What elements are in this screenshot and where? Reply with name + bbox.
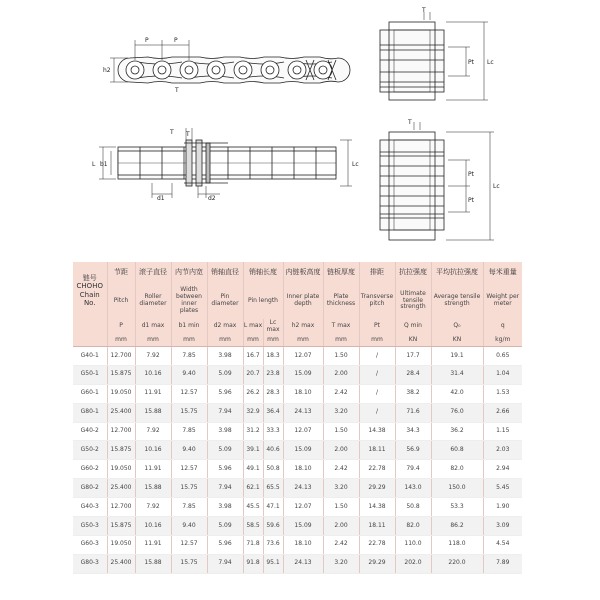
col-symbol: d1 max: [135, 319, 171, 334]
table-cell: 3.98: [207, 422, 243, 441]
t-label-top: T: [186, 131, 190, 138]
chain-no-header-line: CHOHO: [76, 282, 103, 291]
table-cell: 12.700: [107, 347, 135, 366]
col-header-cn: 内节内宽: [171, 262, 207, 283]
table-cell: 18.10: [283, 384, 323, 403]
col-unit: KN: [395, 334, 431, 347]
table-cell: 7.85: [171, 498, 207, 517]
table-cell: 45.5: [243, 498, 263, 517]
table-cell: 18.11: [359, 517, 395, 536]
table-row: [73, 498, 522, 517]
table-cell: 7.92: [135, 347, 171, 366]
table-cell: 10.16: [135, 365, 171, 384]
table-cell: 15.09: [283, 517, 323, 536]
col-header-en: Pin length: [243, 283, 283, 319]
table-cell: 26.2: [243, 384, 263, 403]
table-cell: 22.78: [359, 535, 395, 554]
table-cell: 24.13: [283, 554, 323, 573]
chain-no-cell: G60-2: [73, 460, 107, 479]
table-cell: 1.04: [483, 365, 522, 384]
table-cell: 39.1: [243, 441, 263, 460]
table-cell: 2.42: [323, 384, 359, 403]
header-row-symbol: [73, 319, 522, 334]
table-cell: 1.53: [483, 384, 522, 403]
table-cell: 7.85: [171, 422, 207, 441]
col-unit: kg/m: [483, 334, 522, 347]
col-header-en: Weight per meter: [483, 283, 522, 319]
chain-no-cell: G80-1: [73, 403, 107, 422]
table-cell: 47.1: [263, 498, 283, 517]
table-cell: 15.88: [135, 403, 171, 422]
table-cell: 7.85: [171, 347, 207, 366]
header-row-cn: [73, 262, 522, 283]
table-cell: 0.65: [483, 347, 522, 366]
table-cell: 3.20: [323, 479, 359, 498]
table-row: [73, 554, 522, 573]
table-cell: 91.8: [243, 554, 263, 573]
col-header-cn: 排距: [359, 262, 395, 283]
col-unit: mm: [283, 334, 323, 347]
table-cell: 62.1: [243, 479, 263, 498]
col-symbol: d2 max: [207, 319, 243, 334]
table-cell: 50.8: [395, 498, 431, 517]
col-header-cn: 内链板高度: [283, 262, 323, 283]
chain-spec-table: [73, 262, 522, 574]
table-cell: 65.5: [263, 479, 283, 498]
table-cell: 12.57: [171, 460, 207, 479]
col-unit: mm: [323, 334, 359, 347]
col-symbol: q: [483, 319, 522, 334]
side-view-chain: [110, 40, 350, 83]
col-header-en: Ultimate tensile strength: [395, 283, 431, 319]
table-cell: 82.0: [431, 460, 483, 479]
pitch-label-2: P: [174, 37, 178, 44]
table-cell: 60.8: [431, 441, 483, 460]
table-cell: 59.6: [263, 517, 283, 536]
table-cell: 28.4: [395, 365, 431, 384]
table-cell: 20.7: [243, 365, 263, 384]
table-cell: /: [359, 403, 395, 422]
table-cell: 31.4: [431, 365, 483, 384]
t-label-top2: T: [170, 129, 174, 136]
table-cell: 32.9: [243, 403, 263, 422]
table-cell: 12.07: [283, 347, 323, 366]
table-row: [73, 347, 522, 366]
table-row: [73, 517, 522, 536]
table-cell: 15.875: [107, 517, 135, 536]
table-cell: 29.29: [359, 554, 395, 573]
table-cell: 14.38: [359, 498, 395, 517]
table-cell: 15.75: [171, 403, 207, 422]
table-cell: 12.700: [107, 422, 135, 441]
header-row-en: [73, 283, 522, 319]
table-cell: 18.10: [283, 535, 323, 554]
d2-label: d2: [208, 195, 216, 202]
col-unit: mm: [207, 334, 243, 347]
col-header-cn: 抗拉强度: [395, 262, 431, 283]
table-cell: 202.0: [395, 554, 431, 573]
table-cell: 12.07: [283, 422, 323, 441]
table-cell: 3.98: [207, 347, 243, 366]
table-cell: 19.050: [107, 535, 135, 554]
col-header-cn: 滚子直径: [135, 262, 171, 283]
col-symbol: T max: [323, 319, 359, 334]
t-label-end1: T: [422, 7, 426, 14]
col-symbol: Pt: [359, 319, 395, 334]
col-unit: mm: [135, 334, 171, 347]
col-header-cn: 链板厚度: [323, 262, 359, 283]
table-cell: 5.09: [207, 441, 243, 460]
table-cell: 24.13: [283, 403, 323, 422]
col-unit: mm: [263, 334, 283, 347]
table-cell: 1.50: [323, 498, 359, 517]
table-cell: 22.78: [359, 460, 395, 479]
table-cell: 95.1: [263, 554, 283, 573]
chain-no-cell: G50-2: [73, 441, 107, 460]
col-unit: KN: [431, 334, 483, 347]
chain-no-header-line: Chain No.: [79, 290, 100, 307]
table-cell: 1.90: [483, 498, 522, 517]
col-header-cn: 节距: [107, 262, 135, 283]
col-symbol: Q min: [395, 319, 431, 334]
table-cell: 18.10: [283, 460, 323, 479]
table-cell: 143.0: [395, 479, 431, 498]
table-row: [73, 441, 522, 460]
col-unit: mm: [107, 334, 135, 347]
table-cell: 2.94: [483, 460, 522, 479]
table-row: [73, 384, 522, 403]
chain-no-cell: G40-3: [73, 498, 107, 517]
table-cell: 36.2: [431, 422, 483, 441]
chain-no-cell: G80-2: [73, 479, 107, 498]
col-symbol: b1 min: [171, 319, 207, 334]
table-cell: 86.2: [431, 517, 483, 536]
table-cell: 5.09: [207, 517, 243, 536]
table-cell: 4.54: [483, 535, 522, 554]
table-cell: 15.75: [171, 554, 207, 573]
col-symbol: Q₀: [431, 319, 483, 334]
pitch-label-1: P: [145, 37, 149, 44]
table-row: [73, 535, 522, 554]
table-cell: 25.400: [107, 403, 135, 422]
header-row-unit: [73, 334, 522, 347]
table-cell: 10.16: [135, 517, 171, 536]
table-cell: 56.9: [395, 441, 431, 460]
table-cell: 15.09: [283, 365, 323, 384]
table-cell: 15.875: [107, 441, 135, 460]
table-cell: 24.13: [283, 479, 323, 498]
b1-label: b1: [100, 161, 108, 168]
chain-no-cell: G60-3: [73, 535, 107, 554]
table-cell: 14.38: [359, 422, 395, 441]
h2-label: h2: [103, 67, 111, 74]
table-cell: 17.7: [395, 347, 431, 366]
table-cell: 33.3: [263, 422, 283, 441]
table-cell: 73.6: [263, 535, 283, 554]
table-cell: 23.8: [263, 365, 283, 384]
chain-technical-drawings: [0, 0, 600, 262]
table-cell: 11.91: [135, 384, 171, 403]
table-cell: /: [359, 384, 395, 403]
chain-no-cell: G50-3: [73, 517, 107, 536]
top-view-chain: [99, 128, 352, 198]
col-header-cn: 平均抗拉强度: [431, 262, 483, 283]
end-view-duplex: [380, 12, 488, 100]
table-cell: 9.40: [171, 517, 207, 536]
table-cell: 5.09: [207, 365, 243, 384]
col-unit: mm: [243, 334, 263, 347]
table-cell: 2.00: [323, 517, 359, 536]
table-cell: 3.20: [323, 554, 359, 573]
table-cell: 2.00: [323, 441, 359, 460]
table-cell: 25.400: [107, 479, 135, 498]
table-cell: 220.0: [431, 554, 483, 573]
table-cell: 15.09: [283, 441, 323, 460]
t-label-end2: T: [408, 119, 412, 126]
col-header-en: Plate thickness: [323, 283, 359, 319]
table-cell: 38.2: [395, 384, 431, 403]
table-cell: 118.0: [431, 535, 483, 554]
table-cell: 11.91: [135, 460, 171, 479]
lc-label-end2: Lc: [493, 183, 500, 190]
pt-label-end2b: Pt: [468, 197, 474, 204]
table-cell: 12.07: [283, 498, 323, 517]
table-cell: 15.875: [107, 365, 135, 384]
table-cell: 2.42: [323, 460, 359, 479]
table-cell: 9.40: [171, 365, 207, 384]
table-cell: 5.96: [207, 460, 243, 479]
table-cell: 34.3: [395, 422, 431, 441]
chain-no-cell: G50-1: [73, 365, 107, 384]
col-header-en: Pitch: [107, 283, 135, 319]
table-cell: 12.700: [107, 498, 135, 517]
table-cell: 19.1: [431, 347, 483, 366]
col-unit: mm: [171, 334, 207, 347]
table-cell: 18.11: [359, 441, 395, 460]
table-cell: 29.29: [359, 479, 395, 498]
col-header-cn: 销轴长度: [243, 262, 283, 283]
table-cell: 1.50: [323, 347, 359, 366]
table-cell: 2.03: [483, 441, 522, 460]
chain-no-header: [73, 262, 107, 319]
col-header-en: Average tensile strength: [431, 283, 483, 319]
unit-blank: [73, 334, 107, 347]
pt-label-end1: Pt: [468, 59, 474, 66]
table-cell: 15.88: [135, 554, 171, 573]
table-cell: 2.66: [483, 403, 522, 422]
table-cell: 15.75: [171, 479, 207, 498]
table-cell: 25.400: [107, 554, 135, 573]
table-row: [73, 479, 522, 498]
col-header-en: Transverse pitch: [359, 283, 395, 319]
col-header-cn: 销轴直径: [207, 262, 243, 283]
chain-no-header-line: 链号: [82, 274, 97, 283]
table-cell: 5.96: [207, 535, 243, 554]
table-cell: 19.050: [107, 384, 135, 403]
table-cell: 12.57: [171, 384, 207, 403]
table-cell: 28.3: [263, 384, 283, 403]
col-header-en: Roller diameter: [135, 283, 171, 319]
col-symbol: L max: [243, 319, 263, 334]
table-row: [73, 422, 522, 441]
table-cell: /: [359, 347, 395, 366]
col-header-en: Inner plate depth: [283, 283, 323, 319]
table-cell: 76.0: [431, 403, 483, 422]
table-cell: 36.4: [263, 403, 283, 422]
table-cell: 7.94: [207, 479, 243, 498]
col-header-cn: 每米重量: [483, 262, 522, 283]
table-cell: 79.4: [395, 460, 431, 479]
table-cell: 110.0: [395, 535, 431, 554]
table-cell: 31.2: [243, 422, 263, 441]
col-header-en: Pin diameter: [207, 283, 243, 319]
chain-no-cell: G40-1: [73, 347, 107, 366]
table-cell: 10.16: [135, 441, 171, 460]
table-cell: 7.94: [207, 554, 243, 573]
col-header-en: Width between inner plates: [171, 283, 207, 319]
table-cell: 71.6: [395, 403, 431, 422]
table-row: [73, 365, 522, 384]
lc-label: Lc: [352, 161, 359, 168]
table-cell: 12.57: [171, 535, 207, 554]
table-cell: 16.7: [243, 347, 263, 366]
l-label: L: [92, 161, 96, 168]
table-cell: 9.40: [171, 441, 207, 460]
col-unit: mm: [359, 334, 395, 347]
chain-no-cell: G40-2: [73, 422, 107, 441]
table-cell: 40.6: [263, 441, 283, 460]
t-label-side: T: [175, 87, 179, 94]
table-cell: 15.88: [135, 479, 171, 498]
table-cell: 2.42: [323, 535, 359, 554]
col-symbol: Lc max: [263, 319, 283, 334]
table-cell: 7.89: [483, 554, 522, 573]
table-cell: 50.8: [263, 460, 283, 479]
table-cell: 71.8: [243, 535, 263, 554]
end-view-triplex: [380, 122, 494, 240]
col-symbol: P: [107, 319, 135, 334]
table-cell: 82.0: [395, 517, 431, 536]
table-cell: 58.5: [243, 517, 263, 536]
d1-label: d1: [157, 195, 165, 202]
table-cell: 2.00: [323, 365, 359, 384]
table-cell: 5.45: [483, 479, 522, 498]
chain-no-cell: G60-1: [73, 384, 107, 403]
table-cell: 3.09: [483, 517, 522, 536]
table-cell: 3.98: [207, 498, 243, 517]
table-cell: 18.3: [263, 347, 283, 366]
table-cell: 11.91: [135, 535, 171, 554]
symbol-blank: [73, 319, 107, 334]
table-cell: 1.15: [483, 422, 522, 441]
lc-label-end1: Lc: [487, 59, 494, 66]
table-cell: 42.0: [431, 384, 483, 403]
table-cell: 5.96: [207, 384, 243, 403]
table-cell: 7.92: [135, 498, 171, 517]
table-row: [73, 403, 522, 422]
table-cell: 1.50: [323, 422, 359, 441]
col-symbol: h2 max: [283, 319, 323, 334]
table-cell: 7.92: [135, 422, 171, 441]
table-cell: 19.050: [107, 460, 135, 479]
pt-label-end2a: Pt: [468, 171, 474, 178]
table-cell: /: [359, 365, 395, 384]
table-cell: 53.3: [431, 498, 483, 517]
table-row: [73, 460, 522, 479]
chain-no-cell: G80-3: [73, 554, 107, 573]
table-cell: 3.20: [323, 403, 359, 422]
table-cell: 150.0: [431, 479, 483, 498]
table-cell: 49.1: [243, 460, 263, 479]
table-cell: 7.94: [207, 403, 243, 422]
